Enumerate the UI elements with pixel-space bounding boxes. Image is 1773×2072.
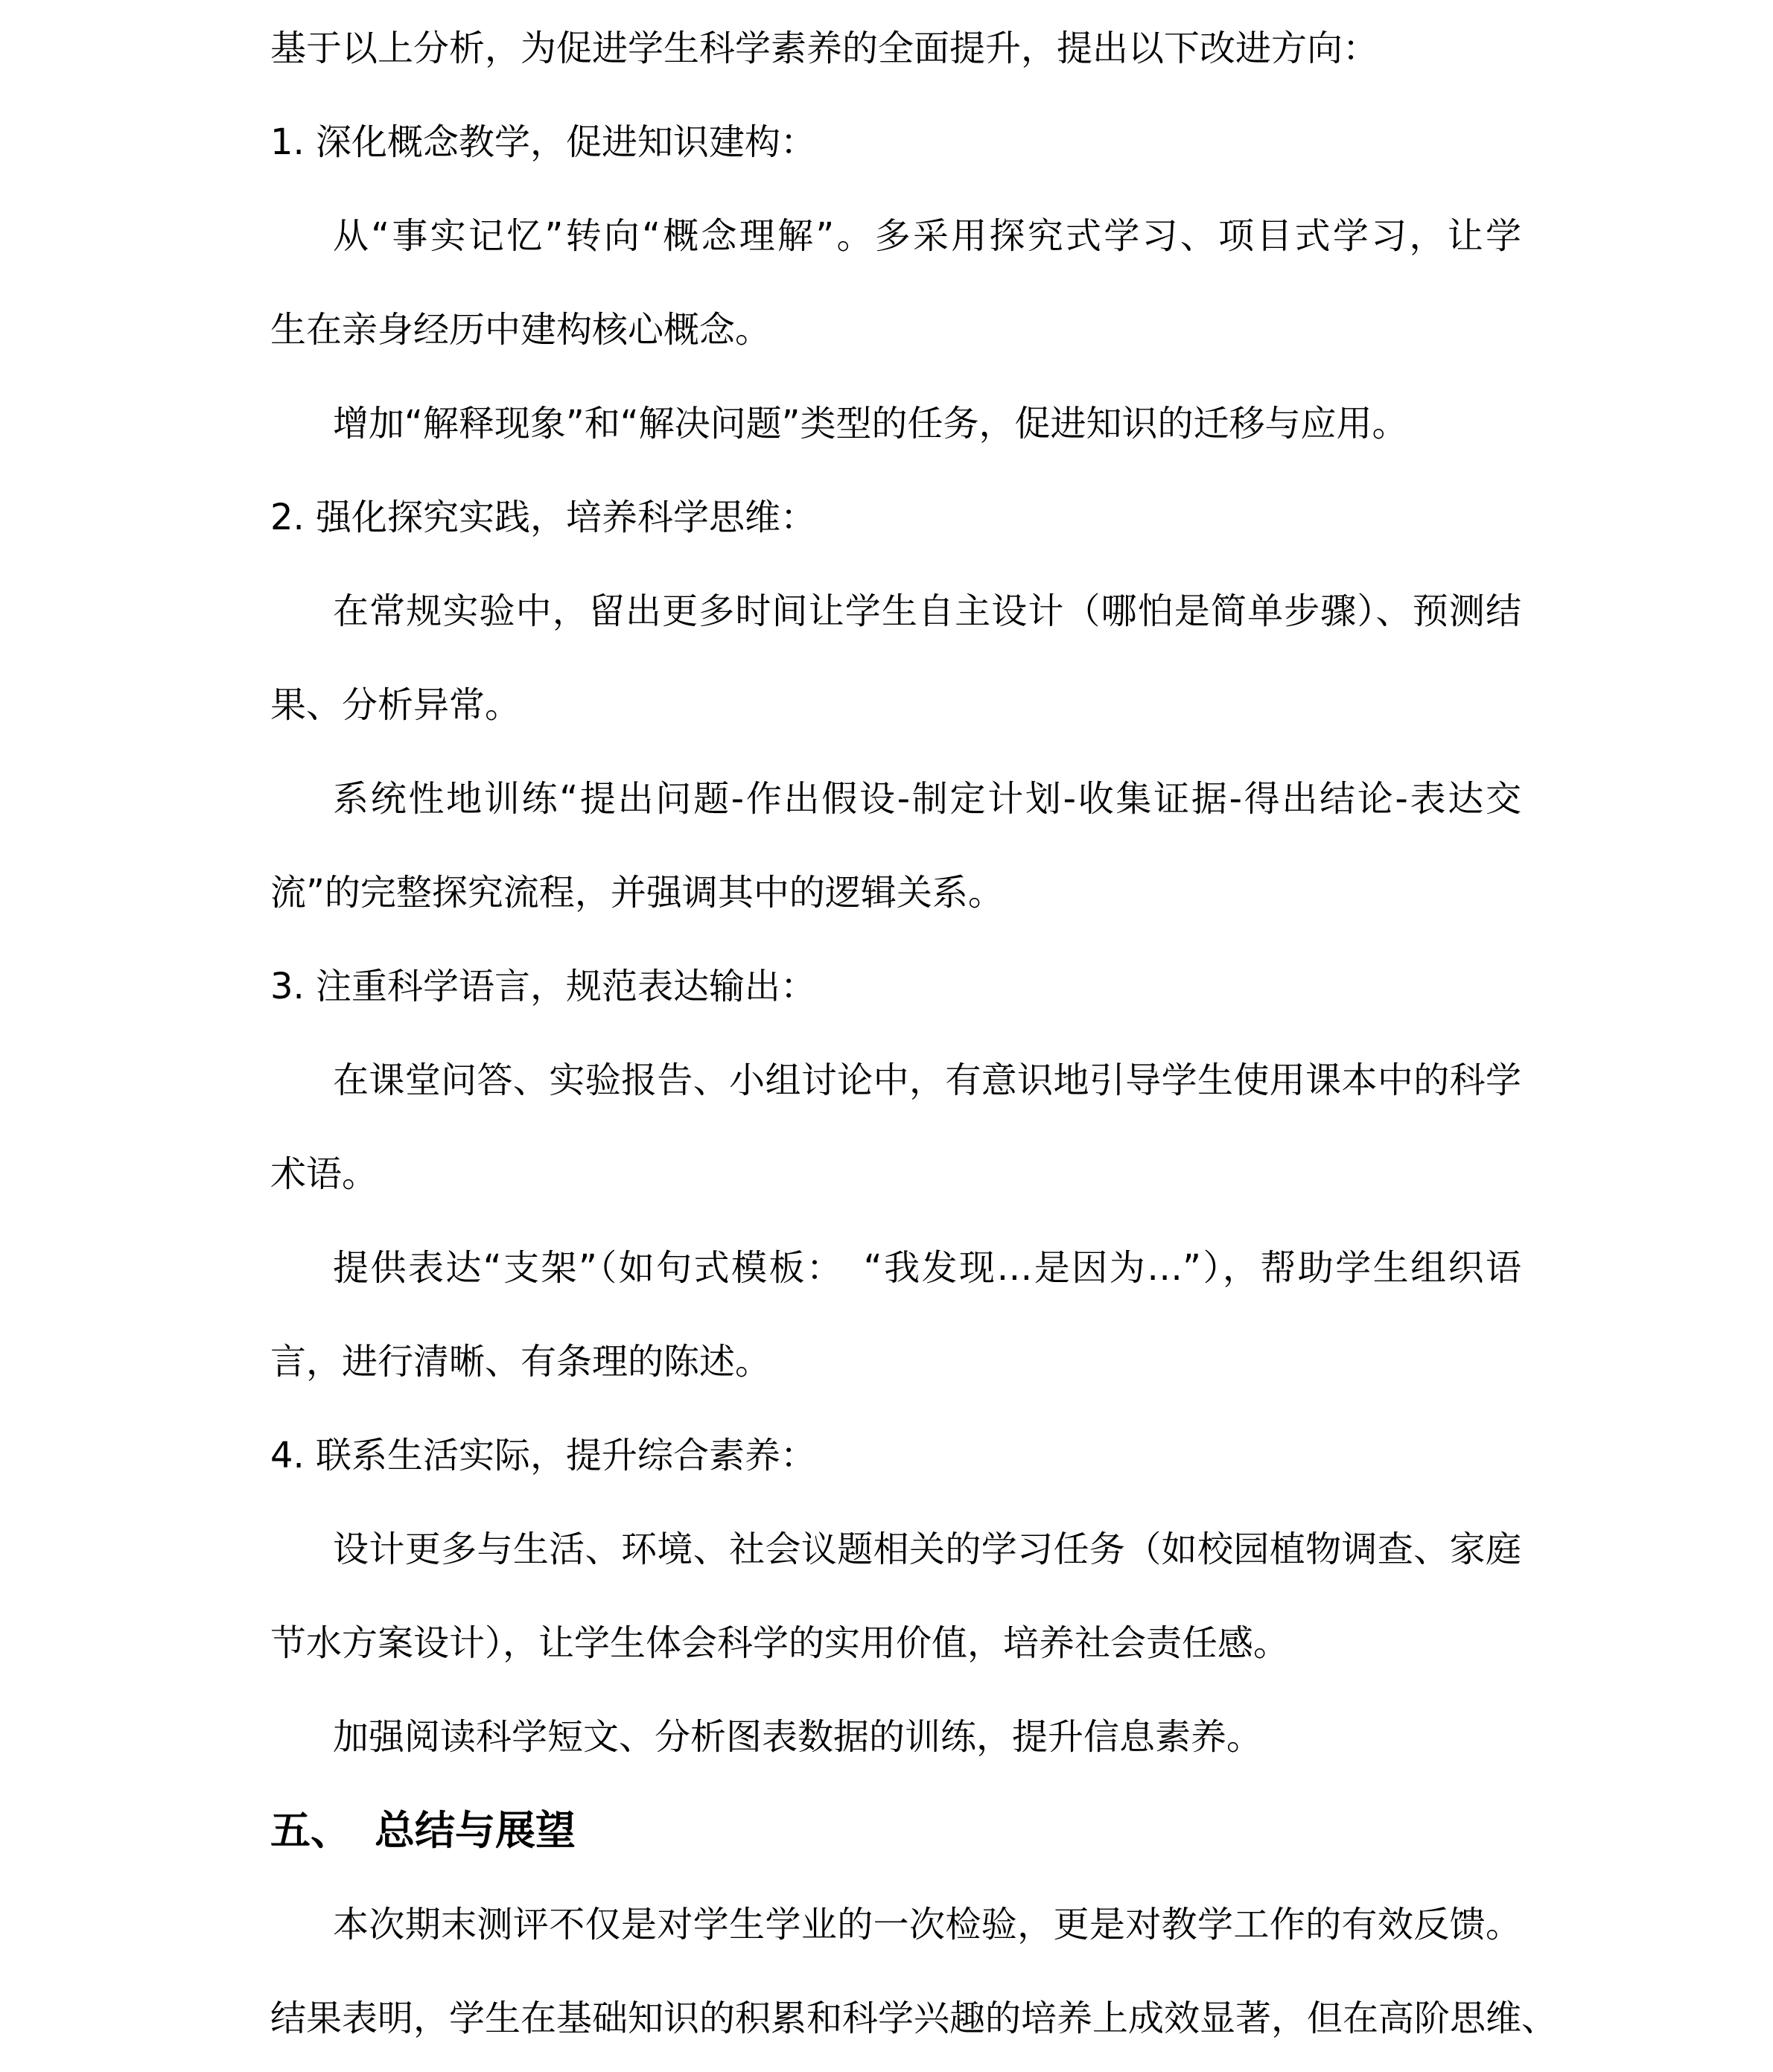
intro-paragraph: 基于以上分析，为促进学生科学素养的全面提升，提出以下改进方向：: [270, 28, 1379, 69]
section-title-4: 4. 联系生活实际，提升综合素养：: [270, 1435, 817, 1476]
summary-line: 本次期末测评不仅是对学生学业的一次检验，更是对教学工作的有效反馈。: [333, 1904, 1521, 1945]
paragraph-line: 果、分析异常。: [270, 684, 521, 726]
paragraph-line: 加强阅读科学短文、分析图表数据的训练，提升信息素养。: [333, 1716, 1263, 1758]
section-title-2: 2. 强化探究实践，培养科学思维：: [270, 497, 817, 538]
paragraph-line: 设计更多与生活、环境、社会议题相关的学习任务（如校园植物调查、家庭: [333, 1529, 1521, 1570]
summary-line: 结果表明，学生在基础知识的积累和科学兴趣的培养上成效显著，但在高阶思维、: [270, 1998, 1558, 2039]
paragraph-line: 在课堂问答、实验报告、小组讨论中，有意识地引导学生使用课本中的科学: [333, 1059, 1521, 1101]
paragraph-line: 节水方案设计），让学生体会科学的实用价值，培养社会责任感。: [270, 1622, 1290, 1664]
paragraph-line: 在常规实验中，留出更多时间让学生自主设计（哪怕是简单步骤）、预测结: [333, 590, 1521, 632]
paragraph-line: 提供表达“支架”（如句式模板： “我发现…是因为…”），帮助学生组织语: [333, 1247, 1521, 1289]
document-page: [270, 0, 1558, 2065]
paragraph-line: 流”的完整探究流程，并强调其中的逻辑关系。: [270, 872, 1004, 914]
paragraph-line: 系统性地训练“提出问题-作出假设-制定计划-收集证据-得出结论-表达交: [333, 778, 1521, 820]
paragraph-line: 生在亲身经历中建构核心概念。: [270, 309, 771, 351]
paragraph-line: 从“事实记忆”转向“概念理解”。多采用探究式学习、项目式学习，让学: [333, 215, 1521, 257]
chapter-heading: [270, 1784, 1521, 1878]
chapter-number: 五、: [270, 1807, 351, 1854]
section-title-3: 3. 注重科学语言，规范表达输出：: [270, 966, 817, 1007]
paragraph-line: 增加“解释现象”和“解决问题”类型的任务，促进知识的迁移与应用。: [333, 403, 1408, 444]
chapter-title: 总结与展望: [375, 1807, 576, 1854]
section-title-1: 1. 深化概念教学，促进知识建构：: [270, 121, 817, 163]
paragraph-line: 言，进行清晰、有条理的陈述。: [270, 1341, 771, 1383]
paragraph-line: 术语。: [270, 1153, 378, 1195]
